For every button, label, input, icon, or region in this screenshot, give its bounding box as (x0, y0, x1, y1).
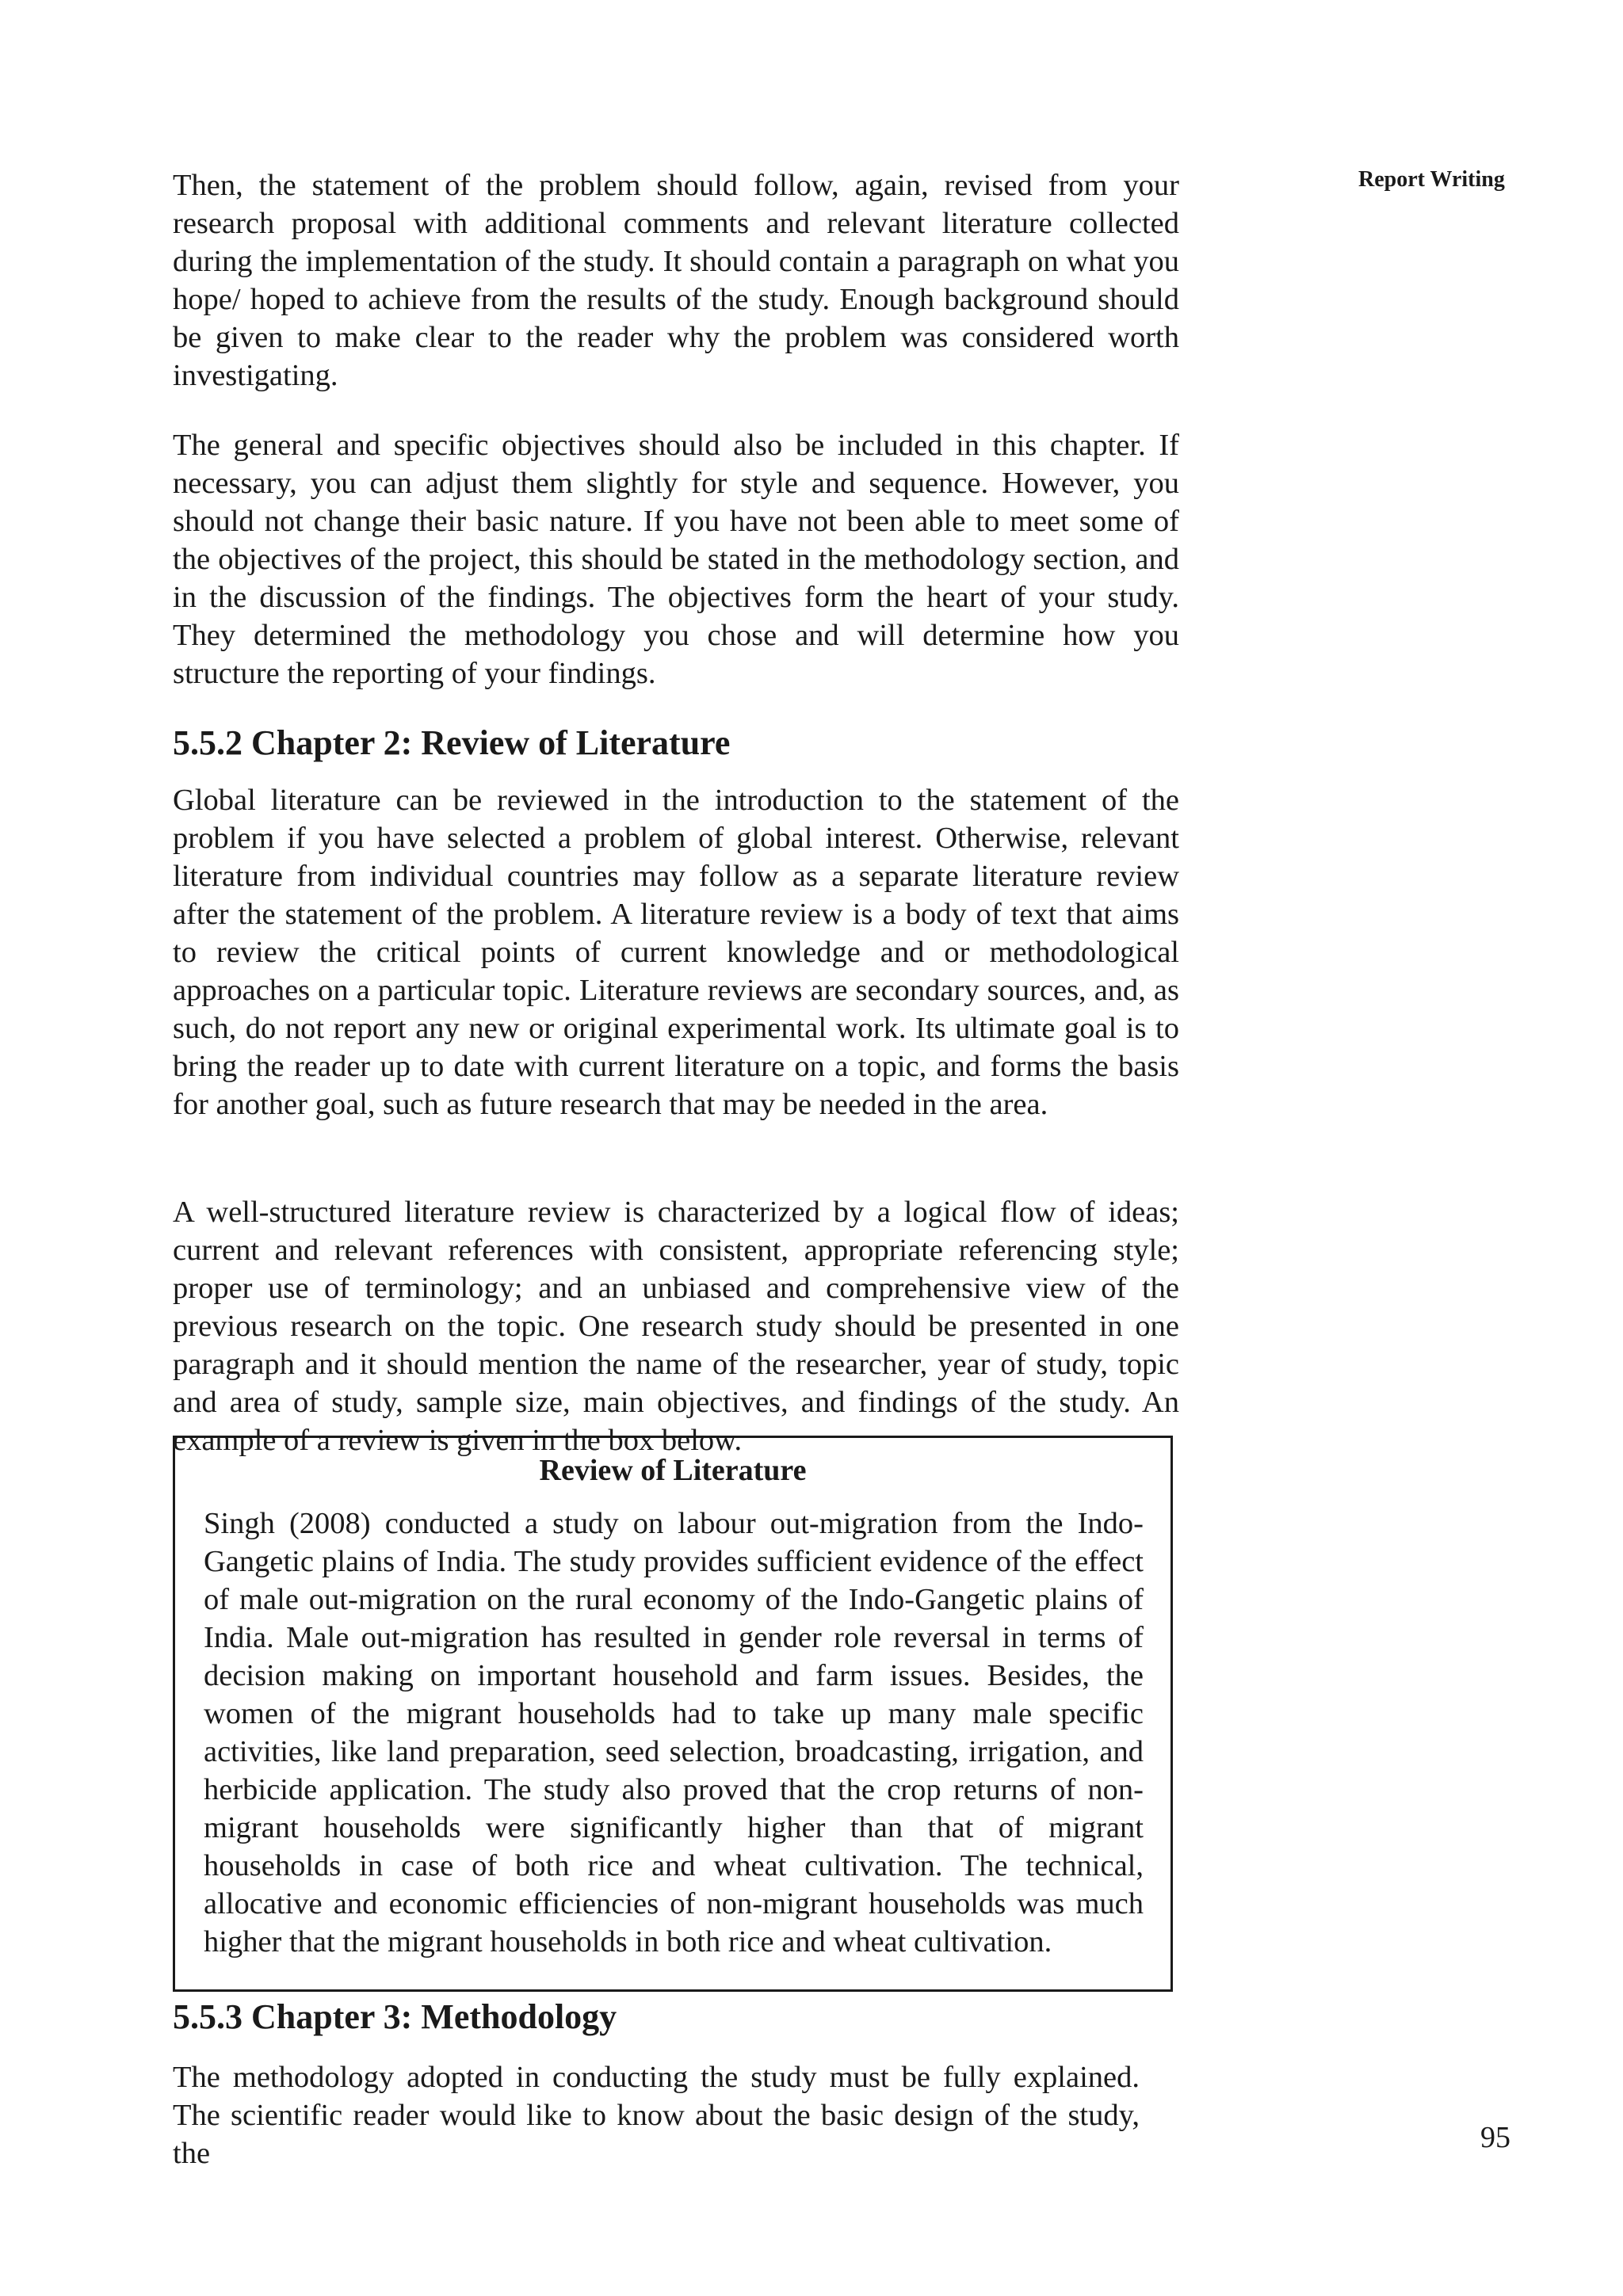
section-heading-review-of-literature: 5.5.2 Chapter 2: Review of Literature (173, 723, 731, 762)
example-review-box (173, 1436, 1173, 1992)
page-number: 95 (1480, 2121, 1510, 2154)
example-box-title: Review of Literature (539, 1454, 807, 1487)
paragraph-global-literature: Global literature can be reviewed in the introduction to the statement of the problem if you have selected a problem of global interest. Otherwise, relevant literature from individual countries may follow as a separate literature review after the statement of the problem. A literature review is a body of text that aims to review the critical points of current knowledge and or methodological approaches on a particular topic. Literature reviews are secondary sources, and, as such, do not report any new or original experimental work. Its ultimate goal is to bring the reader up to date with current literature on a topic, and forms the basis for another goal, such as future research that may be needed in the area. (173, 784, 1179, 1121)
paragraph-methodology: The methodology adopted in conducting the study must be fully explained. The scientific reader would like to know about the basic design of the study, the (173, 2061, 1140, 2170)
paragraph-well-structured-review: A well-structured literature review is characterized by a logical flow of ideas; current and relevant references with consistent, appropriate referencing style; proper use of terminology; and an unbiased and comprehensive view of the previous research on the topic. One research study should be presented in one paragraph and it should mention the name of the researcher, year of study, topic and area of study, sample size, main objectives, and findings of the study. An example of a review is given in the box below. (173, 1196, 1179, 1457)
paragraph-objectives: The general and specific objectives should also be included in this chapter. If necessary, you can adjust them slightly for style and sequence. However, you should not change their basic nature. If you have not been able to meet some of the objectives of the project, this should be stated in the methodology section, and in the discussion of the findings. The objectives form the heart of your study. They determined the methodology you chose and will determine how you structure the reporting of your findings. (173, 429, 1179, 690)
section-heading-methodology: 5.5.3 Chapter 3: Methodology (173, 1997, 617, 2036)
example-box-text: Singh (2008) conducted a study on labour out-migration from the Indo-Gangetic plains of India. The study provides sufficient evidence of the effect of male out-migration on the rural economy of the Indo-Gangetic plains of India. Male out-migration has resulted in gender role reversal in terms of decision making on important household and farm issues. Besides, the women of the migrant households had to take up many male specific activities, like land preparation, seed selection, broadcasting, irrigation, and herbicide application. The study also proved that the crop returns of non-migrant households were significantly higher than that of migrant households in case of both rice and wheat cultivation. The technical, allocative and economic efficiencies of non-migrant households was much higher that the migrant households in both rice and wheat cultivation. (204, 1507, 1144, 1958)
running-header: Report Writing (1358, 167, 1505, 192)
paragraph-problem-statement: Then, the statement of the problem should follow, again, revised from your research proposal with additional comments and relevant literature collected during the implementation of the study. It should contain a paragraph on what you hope/ hoped to achieve from the results of the study. Enough background should be given to make clear to the reader why the problem was considered worth investigating. (173, 169, 1179, 392)
